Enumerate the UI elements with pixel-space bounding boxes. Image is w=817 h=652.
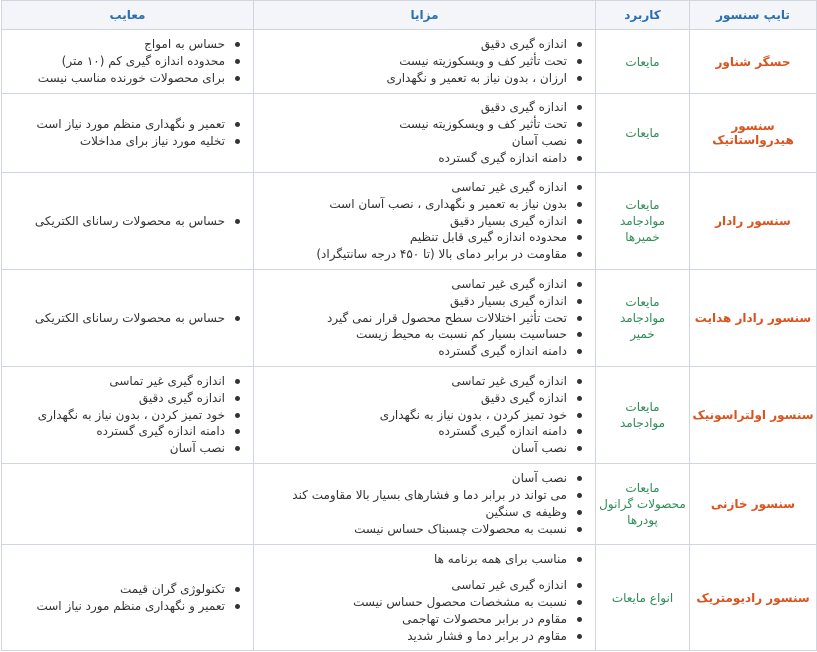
- list-item: حساس به محصولات رسانای الکتریکی: [6, 213, 241, 230]
- application-cell: [596, 545, 690, 651]
- disadvantages-cell: [2, 367, 254, 464]
- advantages-cell: [254, 270, 596, 367]
- table-row: [2, 464, 817, 545]
- list-item: محدوده اندازه گیری قابل تنظیم: [258, 229, 583, 246]
- list-item: نسبت به مشخصات محصول حساس نیست: [258, 594, 583, 611]
- disadvantages-cell: [2, 464, 254, 545]
- list-item: مقاوم در برابر دما و فشار شدید: [258, 628, 583, 645]
- list-item: نصب آسان: [258, 440, 583, 457]
- list-item: دامنه اندازه گیری گسترده: [6, 423, 241, 440]
- list-item: خود تمیز کردن ، بدون نیاز به نگهداری: [6, 407, 241, 424]
- sensor-type: سنسور رادار: [690, 173, 817, 270]
- list-item: محدوده اندازه گیری کم (۱۰ متر): [6, 53, 241, 70]
- table-row: [2, 94, 817, 173]
- list-item: دامنه اندازه گیری گسترده: [258, 150, 583, 167]
- application-item: موادجامد: [619, 214, 666, 228]
- list-item: حساس به محصولات رسانای الکتریکی: [6, 310, 241, 327]
- list-item: اندازه گیری غیر تماسی: [6, 373, 241, 390]
- list-item: تحت تأثیر اختلالات سطح محصول قرار نمی گیرد: [258, 310, 583, 327]
- sensor-type: سنسور رادیومتریک: [690, 545, 817, 651]
- application-item: موادجامد: [619, 311, 666, 325]
- application-cell: [596, 30, 690, 94]
- table-row: [2, 367, 817, 464]
- disadvantages-cell: [2, 94, 254, 173]
- list-item: تخلیه مورد نیاز برای مداخلات: [6, 133, 241, 150]
- disadvantages-cell: [2, 270, 254, 367]
- header-row: [2, 1, 817, 30]
- application-item: مایعات: [625, 400, 660, 414]
- application-item: محصولات گرانول: [599, 497, 686, 511]
- sensor-type: سنسور خازنی: [690, 464, 817, 545]
- list-item: اندازه گیری غیر تماسی: [258, 276, 583, 293]
- sensor-comparison-table: [1, 0, 817, 651]
- list-item: اندازه گیری دقیق: [6, 390, 241, 407]
- list-item: تحت تأثیر کف و ویسکوزیته نیست: [258, 53, 583, 70]
- disadvantages-cell: [2, 173, 254, 270]
- application-item: مایعات: [625, 481, 660, 495]
- header-disadvantages: معایب: [2, 1, 254, 30]
- application-cell: [596, 94, 690, 173]
- application-cell: [596, 464, 690, 545]
- list-item: نسبت به محصولات چسبناک حساس نیست: [258, 521, 583, 538]
- sensor-type: سنسور رادار هدایت: [690, 270, 817, 367]
- list-item: برای محصولات خورنده مناسب نیست: [6, 70, 241, 87]
- list-item: اندازه گیری غیر تماسی: [258, 373, 583, 390]
- table-row: [2, 270, 817, 367]
- list-item: مناسب برای همه برنامه ها: [258, 551, 583, 568]
- list-item: نصب آسان: [6, 440, 241, 457]
- list-item: تکنولوژی گران قیمت: [6, 581, 241, 598]
- list-item: نصب آسان: [258, 470, 583, 487]
- application-item: مایعات: [625, 126, 660, 140]
- list-item: دامنه اندازه گیری گسترده: [258, 343, 583, 360]
- application-cell: [596, 270, 690, 367]
- application-cell: [596, 173, 690, 270]
- disadvantages-cell: [2, 545, 254, 651]
- application-item: موادجامد: [619, 416, 666, 430]
- advantages-cell: [254, 464, 596, 545]
- header-type: تایپ سنسور: [690, 1, 817, 30]
- application-item: مایعات: [625, 54, 660, 69]
- header-advantages: مزایا: [254, 1, 596, 30]
- application-item: خمیر: [630, 327, 655, 341]
- list-item: اندازه گیری دقیق: [258, 390, 583, 407]
- list-item: مقاومت در برابر دمای بالا (تا ۴۵۰ درجه سانتیگراد): [258, 246, 583, 263]
- table-row: [2, 30, 817, 94]
- list-item: اندازه گیری غیر تماسی: [258, 179, 583, 196]
- list-item: حساس به امواج: [6, 36, 241, 53]
- list-item: ارزان ، بدون نیاز به تعمیر و نگهداری: [258, 70, 583, 87]
- application-item: مایعات: [625, 295, 660, 309]
- header-application: کاربرد: [596, 1, 690, 30]
- list-item: حساسیت بسیار کم نسبت به محیط زیست: [258, 326, 583, 343]
- list-item: نصب آسان: [258, 133, 583, 150]
- table-row: [2, 173, 817, 270]
- list-item: می تواند در برابر دما و فشارهای بسیار بالا مقاومت کند: [258, 487, 583, 504]
- list-item: اندازه گیری دقیق: [258, 99, 583, 116]
- list-item: دامنه اندازه گیری گسترده: [258, 423, 583, 440]
- disadvantages-cell: [2, 30, 254, 94]
- list-item: تعمیر و نگهداری منظم مورد نیاز است: [6, 598, 241, 615]
- list-item: وظیفه ی سنگین: [258, 504, 583, 521]
- application-item: انواع مایعات: [611, 590, 674, 605]
- application-item: مایعات: [625, 198, 660, 212]
- application-item: خمیرها: [625, 230, 660, 244]
- list-item: مقاوم در برابر محصولات تهاجمی: [258, 611, 583, 628]
- advantages-cell: [254, 545, 596, 651]
- advantages-cell: [254, 30, 596, 94]
- table-row: [2, 545, 817, 651]
- sensor-type: حسگر شناور: [690, 30, 817, 94]
- application-item: پودرها: [627, 513, 658, 527]
- list-item: اندازه گیری دقیق: [258, 36, 583, 53]
- list-item: اندازه گیری بسیار دقیق: [258, 293, 583, 310]
- list-item: اندازه گیری غیر تماسی: [258, 577, 583, 594]
- list-item: اندازه گیری بسیار دقیق: [258, 213, 583, 230]
- sensor-type: سنسور هیدرواستاتیک: [690, 94, 817, 173]
- sensor-type: سنسور اولتراسونیک: [690, 367, 817, 464]
- advantages-cell: [254, 173, 596, 270]
- list-item: خود تمیز کردن ، بدون نیاز به نگهداری: [258, 407, 583, 424]
- list-item: تحت تأثیر کف و ویسکوزیته نیست: [258, 116, 583, 133]
- list-item: بدون نیاز به تعمیر و نگهداری ، نصب آسان است: [258, 196, 583, 213]
- advantages-cell: [254, 367, 596, 464]
- application-cell: [596, 367, 690, 464]
- advantages-cell: [254, 94, 596, 173]
- list-item: تعمیر و نگهداری منظم مورد نیاز است: [6, 116, 241, 133]
